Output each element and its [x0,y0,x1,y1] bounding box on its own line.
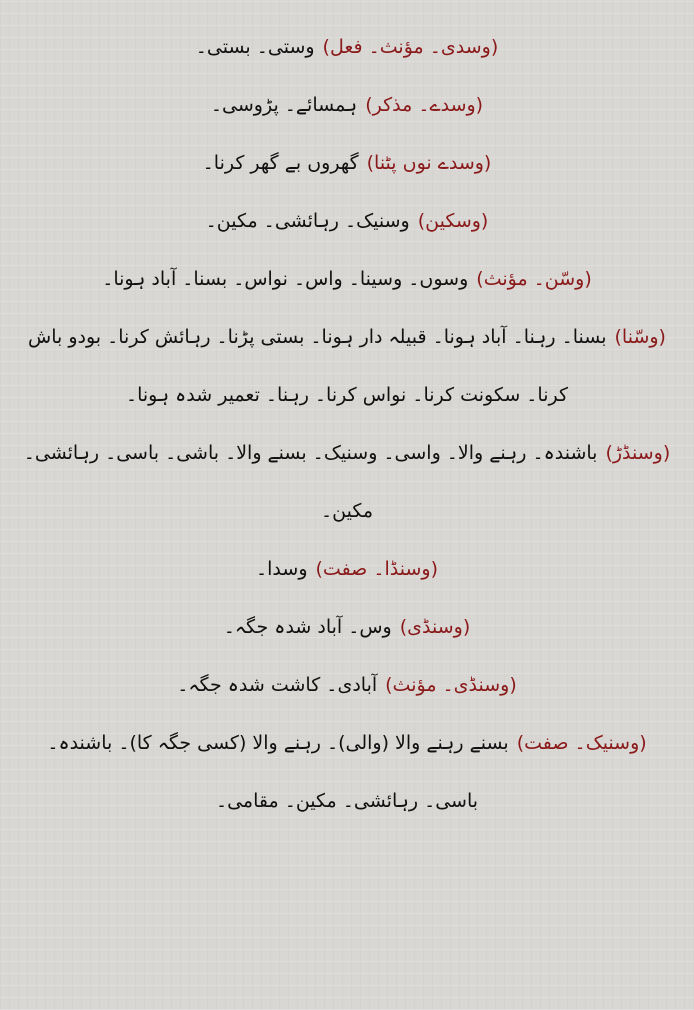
entry-definition: وستی۔ بستی۔ [195,36,315,58]
entry-headword: (وسنیک۔ صفت) [516,732,647,754]
dictionary-entry [18,250,676,308]
entry-definition: وس۔ آباد شدہ جگہ۔ [223,616,392,638]
entry-headword: (وسنڈی) [399,616,471,638]
dictionary-entry [18,18,676,76]
entry-headword: (وسّن۔ مؤنث) [476,268,592,290]
dictionary-entry [18,134,676,192]
dictionary-entry [18,656,676,714]
entry-headword: (وسنڈی۔ مؤنث) [385,674,517,696]
entry-definition: بسنا۔ رہنا۔ آباد ہونا۔ قبیلہ دار ہونا۔ بستی پڑنا۔ رہائش کرنا۔ بودو باش کرنا۔ سکونت کرنا۔ نواس کرنا۔ رہنا۔ تعمیر شدہ ہونا۔ [28,326,607,406]
dictionary-entry [18,76,676,134]
entry-definition: آبادی۔ کاشت شدہ جگہ۔ [177,674,378,696]
entry-headword: (وسنڈا۔ صفت) [315,558,438,580]
entry-definition: وسنیک۔ رہائشی۔ مکین۔ [205,210,410,232]
entry-headword: (وسّنا) [614,326,666,348]
dictionary-entry [18,308,676,424]
dictionary-entry [18,598,676,656]
entry-definition: بسنے رہنے والا (والی)۔ رہنے والا (کسی جگہ کا)۔ باشندہ۔ باسی۔ رہائشی۔ مکین۔ مقامی۔ [47,732,509,812]
entry-definition: وسدا۔ [256,558,308,580]
entry-definition: ہمسائے۔ پڑوسی۔ [210,94,358,116]
entry-headword: (وسدی۔ مؤنث۔ فعل) [322,36,499,58]
entry-headword: (وسکین) [417,210,489,232]
entry-definition: وسوں۔ وسینا۔ واس۔ نواس۔ بسنا۔ آباد ہونا۔ [102,268,469,290]
entry-headword: (وسنڈڑ) [605,442,671,464]
entry-headword: (وسدے۔ مذکر) [365,94,484,116]
entry-definition: باشندہ۔ رہنے والا۔ واسی۔ وسنیک۔ بسنے والا۔ باشی۔ باسی۔ رہائشی۔ مکین۔ [23,442,598,522]
dictionary-entry [18,714,676,830]
dictionary-entry [18,424,676,540]
dictionary-entry [18,540,676,598]
dictionary-entry [18,192,676,250]
entry-definition: گھروں بے گھر کرنا۔ [202,152,359,174]
entry-headword: (وسدے نوں پٹنا) [366,152,492,174]
